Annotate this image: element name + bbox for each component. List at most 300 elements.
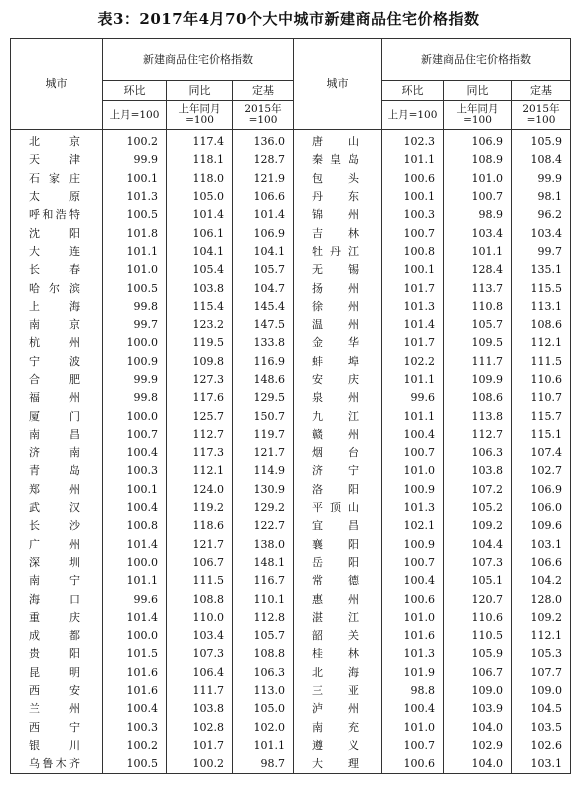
base-cell: 119.7 (233, 426, 294, 444)
mom-cell-2: 100.1 (382, 261, 444, 279)
mom-cell-2: 101.3 (382, 645, 444, 663)
yoy-cell: 124.0 (167, 481, 233, 499)
yoy-cell: 106.1 (167, 224, 233, 242)
base-cell: 98.7 (233, 755, 294, 774)
city-cell: 济南 (11, 444, 103, 462)
city-cell-2: 三亚 (294, 682, 382, 700)
mom-cell: 101.4 (103, 609, 167, 627)
mom-cell-2: 99.6 (382, 389, 444, 407)
city-cell: 厦门 (11, 407, 103, 425)
city-cell-2: 大理 (294, 755, 382, 774)
city-cell-2: 湛江 (294, 609, 382, 627)
mom-cell: 100.4 (103, 499, 167, 517)
table-row (11, 499, 571, 517)
yoy-cell: 111.5 (167, 572, 233, 590)
mom-cell: 101.0 (103, 261, 167, 279)
yoy-cell-2: 110.5 (444, 627, 512, 645)
table-row (11, 334, 571, 352)
city-cell: 北京 (11, 130, 103, 152)
table-row (11, 536, 571, 554)
base-cell-2: 96.2 (512, 206, 571, 224)
table-row (11, 389, 571, 407)
mom-cell: 101.1 (103, 572, 167, 590)
base-cell: 106.6 (233, 188, 294, 206)
base-cell: 105.7 (233, 261, 294, 279)
city-cell: 杭州 (11, 334, 103, 352)
yoy-cell-2: 109.5 (444, 334, 512, 352)
table-row (11, 755, 571, 774)
mom-cell-2: 100.6 (382, 590, 444, 608)
yoy-cell: 101.4 (167, 206, 233, 224)
table-row (11, 224, 571, 242)
base-cell-2: 106.6 (512, 554, 571, 572)
sub-base-header: 2015年=100 (233, 101, 294, 130)
mom-cell: 100.3 (103, 462, 167, 480)
city-cell-2: 宜昌 (294, 517, 382, 535)
base-cell: 101.1 (233, 737, 294, 755)
base-cell-2: 105.9 (512, 130, 571, 152)
table-row (11, 130, 571, 152)
yoy-cell-2: 104.0 (444, 755, 512, 774)
city-cell-2: 遵义 (294, 737, 382, 755)
mom-cell-2: 100.6 (382, 755, 444, 774)
city-cell: 呼和浩特 (11, 206, 103, 224)
yoy-cell-2: 103.9 (444, 700, 512, 718)
mom-cell-2: 98.8 (382, 682, 444, 700)
mom-cell: 101.3 (103, 188, 167, 206)
mom-cell: 101.6 (103, 664, 167, 682)
city-cell-2: 扬州 (294, 279, 382, 297)
city-cell: 武汉 (11, 499, 103, 517)
yoy-cell: 117.6 (167, 389, 233, 407)
base-cell-2: 109.0 (512, 682, 571, 700)
base-cell-2: 109.6 (512, 517, 571, 535)
base-cell: 105.0 (233, 700, 294, 718)
yoy-cell: 101.7 (167, 737, 233, 755)
city-cell: 兰州 (11, 700, 103, 718)
yoy-cell: 108.8 (167, 590, 233, 608)
base-cell: 138.0 (233, 536, 294, 554)
yoy-cell: 118.0 (167, 170, 233, 188)
mom-cell: 101.4 (103, 536, 167, 554)
table-row (11, 664, 571, 682)
base-cell: 104.1 (233, 243, 294, 261)
yoy-cell-2: 103.8 (444, 462, 512, 480)
base-cell: 105.7 (233, 627, 294, 645)
mom-cell-2: 101.1 (382, 151, 444, 169)
base-cell-2: 115.5 (512, 279, 571, 297)
base-cell: 106.9 (233, 224, 294, 242)
city-cell: 大连 (11, 243, 103, 261)
city-cell: 长春 (11, 261, 103, 279)
table-row (11, 151, 571, 169)
yoy-cell-2: 113.8 (444, 407, 512, 425)
yoy-cell-2: 109.2 (444, 517, 512, 535)
yoy-cell-2: 108.9 (444, 151, 512, 169)
city-cell-2: 惠州 (294, 590, 382, 608)
mom-cell-2: 101.0 (382, 462, 444, 480)
mom-cell-2: 100.8 (382, 243, 444, 261)
city-cell-2: 温州 (294, 316, 382, 334)
city-cell: 广州 (11, 536, 103, 554)
base-cell: 145.4 (233, 298, 294, 316)
mom-cell: 99.9 (103, 371, 167, 389)
mom-cell: 100.5 (103, 206, 167, 224)
city-cell: 沈阳 (11, 224, 103, 242)
city-cell: 海口 (11, 590, 103, 608)
sub-yoy-header: 上年同月=100 (167, 101, 233, 130)
base-cell: 102.0 (233, 719, 294, 737)
mom-cell: 99.8 (103, 389, 167, 407)
base-cell: 106.3 (233, 664, 294, 682)
sub-mom-header-2: 上月=100 (382, 101, 444, 130)
mom-cell-2: 100.6 (382, 170, 444, 188)
yoy-cell: 112.1 (167, 462, 233, 480)
table-row (11, 462, 571, 480)
yoy-cell-2: 104.4 (444, 536, 512, 554)
yoy-cell: 107.3 (167, 645, 233, 663)
table-row (11, 279, 571, 297)
table-row (11, 554, 571, 572)
base-cell: 114.9 (233, 462, 294, 480)
yoy-cell-2: 106.3 (444, 444, 512, 462)
city-cell-2: 徐州 (294, 298, 382, 316)
city-cell: 长沙 (11, 517, 103, 535)
mom-cell: 100.2 (103, 130, 167, 152)
yoy-cell: 105.4 (167, 261, 233, 279)
yoy-cell: 123.2 (167, 316, 233, 334)
base-cell-2: 98.1 (512, 188, 571, 206)
yoy-cell: 117.3 (167, 444, 233, 462)
city-cell: 青岛 (11, 462, 103, 480)
base-cell-2: 103.1 (512, 536, 571, 554)
yoy-cell-2: 100.7 (444, 188, 512, 206)
city-cell: 昆明 (11, 664, 103, 682)
city-cell-2: 韶关 (294, 627, 382, 645)
city-cell: 南宁 (11, 572, 103, 590)
yoy-cell-2: 113.7 (444, 279, 512, 297)
base-cell-2: 99.7 (512, 243, 571, 261)
mom-cell-2: 101.4 (382, 316, 444, 334)
base-cell-2: 106.0 (512, 499, 571, 517)
city-cell-2: 牡丹江 (294, 243, 382, 261)
city-cell-2: 常德 (294, 572, 382, 590)
city-cell: 贵阳 (11, 645, 103, 663)
table-title: 表3：2017年4月70个大中城市新建商品住宅价格指数 (97, 10, 480, 28)
mom-cell-2: 100.4 (382, 572, 444, 590)
yoy-cell-2: 108.6 (444, 389, 512, 407)
yoy-cell-2: 98.9 (444, 206, 512, 224)
yoy-cell-2: 111.7 (444, 353, 512, 371)
mom-cell: 100.0 (103, 407, 167, 425)
city-cell-2: 无锡 (294, 261, 382, 279)
city-cell: 西安 (11, 682, 103, 700)
col-yoy-header-2: 同比 (444, 81, 512, 101)
city-cell: 福州 (11, 389, 103, 407)
mom-cell-2: 101.0 (382, 719, 444, 737)
base-cell-2: 115.1 (512, 426, 571, 444)
mom-cell-2: 102.3 (382, 130, 444, 152)
base-cell: 150.7 (233, 407, 294, 425)
yoy-cell-2: 110.8 (444, 298, 512, 316)
yoy-cell: 117.4 (167, 130, 233, 152)
city-header: 城市 (11, 39, 103, 130)
mom-cell-2: 101.1 (382, 371, 444, 389)
index-group-header: 新建商品住宅价格指数 (103, 39, 294, 81)
yoy-cell-2: 106.9 (444, 130, 512, 152)
base-cell: 129.2 (233, 499, 294, 517)
mom-cell: 99.9 (103, 151, 167, 169)
table-row (11, 700, 571, 718)
mom-cell: 99.8 (103, 298, 167, 316)
table-row (11, 627, 571, 645)
city-cell: 上海 (11, 298, 103, 316)
city-cell-2: 烟台 (294, 444, 382, 462)
yoy-cell-2: 105.1 (444, 572, 512, 590)
base-cell-2: 112.1 (512, 627, 571, 645)
city-cell: 郑州 (11, 481, 103, 499)
mom-cell: 100.9 (103, 353, 167, 371)
mom-cell: 100.3 (103, 719, 167, 737)
table-body (11, 130, 571, 774)
table-row (11, 719, 571, 737)
base-cell: 108.8 (233, 645, 294, 663)
base-cell-2: 108.4 (512, 151, 571, 169)
mom-cell: 100.2 (103, 737, 167, 755)
base-cell-2: 102.6 (512, 737, 571, 755)
city-cell-2: 锦州 (294, 206, 382, 224)
yoy-cell: 105.0 (167, 188, 233, 206)
yoy-cell: 104.1 (167, 243, 233, 261)
city-cell-2: 北海 (294, 664, 382, 682)
mom-cell: 100.5 (103, 755, 167, 774)
mom-cell-2: 101.0 (382, 609, 444, 627)
mom-cell: 100.1 (103, 481, 167, 499)
base-cell-2: 104.2 (512, 572, 571, 590)
table-row (11, 444, 571, 462)
table-row (11, 261, 571, 279)
city-cell-2: 泸州 (294, 700, 382, 718)
table-row (11, 188, 571, 206)
mom-cell-2: 101.3 (382, 298, 444, 316)
mom-cell-2: 100.1 (382, 188, 444, 206)
city-cell-2: 吉林 (294, 224, 382, 242)
table-row (11, 590, 571, 608)
base-cell-2: 107.7 (512, 664, 571, 682)
yoy-cell: 121.7 (167, 536, 233, 554)
col-base-header: 定基 (233, 81, 294, 101)
base-cell: 129.5 (233, 389, 294, 407)
yoy-cell: 127.3 (167, 371, 233, 389)
base-cell-2: 102.7 (512, 462, 571, 480)
base-cell: 112.8 (233, 609, 294, 627)
mom-cell-2: 100.7 (382, 554, 444, 572)
yoy-cell-2: 128.4 (444, 261, 512, 279)
table-row (11, 170, 571, 188)
mom-cell: 100.0 (103, 627, 167, 645)
mom-cell-2: 100.4 (382, 700, 444, 718)
table-row (11, 682, 571, 700)
mom-cell: 101.8 (103, 224, 167, 242)
sub-yoy-header-2: 上年同月=100 (444, 101, 512, 130)
yoy-cell-2: 106.7 (444, 664, 512, 682)
base-cell: 104.7 (233, 279, 294, 297)
mom-cell-2: 102.2 (382, 353, 444, 371)
yoy-cell-2: 107.2 (444, 481, 512, 499)
yoy-cell: 119.2 (167, 499, 233, 517)
table-row (11, 609, 571, 627)
mom-cell-2: 101.6 (382, 627, 444, 645)
yoy-cell-2: 109.0 (444, 682, 512, 700)
yoy-cell-2: 105.7 (444, 316, 512, 334)
mom-cell: 100.1 (103, 170, 167, 188)
mom-cell: 99.7 (103, 316, 167, 334)
city-cell-2: 安庆 (294, 371, 382, 389)
base-cell-2: 106.9 (512, 481, 571, 499)
base-cell: 136.0 (233, 130, 294, 152)
city-cell-2: 包头 (294, 170, 382, 188)
base-cell: 113.0 (233, 682, 294, 700)
base-cell: 147.5 (233, 316, 294, 334)
base-cell-2: 107.4 (512, 444, 571, 462)
table-row (11, 426, 571, 444)
yoy-cell: 110.0 (167, 609, 233, 627)
mom-cell: 101.5 (103, 645, 167, 663)
table-row (11, 316, 571, 334)
city-cell-2: 丹东 (294, 188, 382, 206)
base-cell-2: 112.1 (512, 334, 571, 352)
yoy-cell: 112.7 (167, 426, 233, 444)
yoy-cell: 115.4 (167, 298, 233, 316)
base-cell-2: 110.7 (512, 389, 571, 407)
table-row (11, 645, 571, 663)
base-cell-2: 103.5 (512, 719, 571, 737)
yoy-cell: 103.8 (167, 700, 233, 718)
city-cell: 太原 (11, 188, 103, 206)
mom-cell-2: 100.3 (382, 206, 444, 224)
city-cell: 乌鲁木齐 (11, 755, 103, 774)
col-mom-header: 环比 (103, 81, 167, 101)
mom-cell: 101.1 (103, 243, 167, 261)
mom-cell-2: 100.9 (382, 536, 444, 554)
city-cell-2: 桂林 (294, 645, 382, 663)
city-cell: 重庆 (11, 609, 103, 627)
yoy-cell: 119.5 (167, 334, 233, 352)
mom-cell: 99.6 (103, 590, 167, 608)
city-cell: 南京 (11, 316, 103, 334)
city-cell-2: 秦皇岛 (294, 151, 382, 169)
yoy-cell-2: 110.6 (444, 609, 512, 627)
mom-cell: 100.4 (103, 444, 167, 462)
base-cell-2: 108.6 (512, 316, 571, 334)
yoy-cell-2: 103.4 (444, 224, 512, 242)
table-row (11, 243, 571, 261)
yoy-cell: 118.1 (167, 151, 233, 169)
sub-mom-header: 上月=100 (103, 101, 167, 130)
mom-cell-2: 101.7 (382, 334, 444, 352)
yoy-cell-2: 120.7 (444, 590, 512, 608)
sub-base-header-2: 2015年=100 (512, 101, 571, 130)
base-cell-2: 103.4 (512, 224, 571, 242)
city-cell: 石家庄 (11, 170, 103, 188)
mom-cell-2: 100.9 (382, 481, 444, 499)
city-cell-2: 洛阳 (294, 481, 382, 499)
mom-cell-2: 100.4 (382, 426, 444, 444)
table-row (11, 353, 571, 371)
table-row (11, 737, 571, 755)
city-cell: 成都 (11, 627, 103, 645)
mom-cell: 101.6 (103, 682, 167, 700)
table-row (11, 298, 571, 316)
table-row (11, 407, 571, 425)
base-cell-2: 135.1 (512, 261, 571, 279)
base-cell: 133.8 (233, 334, 294, 352)
city-cell: 合肥 (11, 371, 103, 389)
mom-cell: 100.0 (103, 554, 167, 572)
city-cell-2: 九江 (294, 407, 382, 425)
city-cell: 西宁 (11, 719, 103, 737)
yoy-cell-2: 112.7 (444, 426, 512, 444)
base-cell: 130.9 (233, 481, 294, 499)
base-cell: 116.7 (233, 572, 294, 590)
yoy-cell: 103.8 (167, 279, 233, 297)
base-cell-2: 105.3 (512, 645, 571, 663)
base-cell: 148.1 (233, 554, 294, 572)
base-cell-2: 109.2 (512, 609, 571, 627)
base-cell: 101.4 (233, 206, 294, 224)
col-base-header-2: 定基 (512, 81, 571, 101)
base-cell-2: 128.0 (512, 590, 571, 608)
price-index-table (10, 38, 571, 774)
base-cell-2: 99.9 (512, 170, 571, 188)
yoy-cell-2: 109.9 (444, 371, 512, 389)
base-cell-2: 113.1 (512, 298, 571, 316)
base-cell: 128.7 (233, 151, 294, 169)
city-cell-2: 平顶山 (294, 499, 382, 517)
city-cell-2: 唐山 (294, 130, 382, 152)
city-cell: 南昌 (11, 426, 103, 444)
mom-cell-2: 101.1 (382, 407, 444, 425)
mom-cell: 100.0 (103, 334, 167, 352)
base-cell: 121.9 (233, 170, 294, 188)
city-cell-2: 岳阳 (294, 554, 382, 572)
yoy-cell-2: 102.9 (444, 737, 512, 755)
table-row (11, 206, 571, 224)
yoy-cell: 118.6 (167, 517, 233, 535)
col-mom-header-2: 环比 (382, 81, 444, 101)
yoy-cell: 111.7 (167, 682, 233, 700)
col-yoy-header: 同比 (167, 81, 233, 101)
mom-cell: 100.8 (103, 517, 167, 535)
table-row (11, 572, 571, 590)
city-cell-2: 襄阳 (294, 536, 382, 554)
mom-cell: 100.7 (103, 426, 167, 444)
table-row (11, 517, 571, 535)
yoy-cell: 106.7 (167, 554, 233, 572)
yoy-cell-2: 101.0 (444, 170, 512, 188)
mom-cell: 100.4 (103, 700, 167, 718)
city-cell-2: 泉州 (294, 389, 382, 407)
city-cell: 天津 (11, 151, 103, 169)
city-cell-2: 南充 (294, 719, 382, 737)
yoy-cell: 125.7 (167, 407, 233, 425)
city-cell: 深圳 (11, 554, 103, 572)
mom-cell-2: 102.1 (382, 517, 444, 535)
table-row (11, 371, 571, 389)
yoy-cell-2: 104.0 (444, 719, 512, 737)
yoy-cell: 102.8 (167, 719, 233, 737)
city-cell: 银川 (11, 737, 103, 755)
